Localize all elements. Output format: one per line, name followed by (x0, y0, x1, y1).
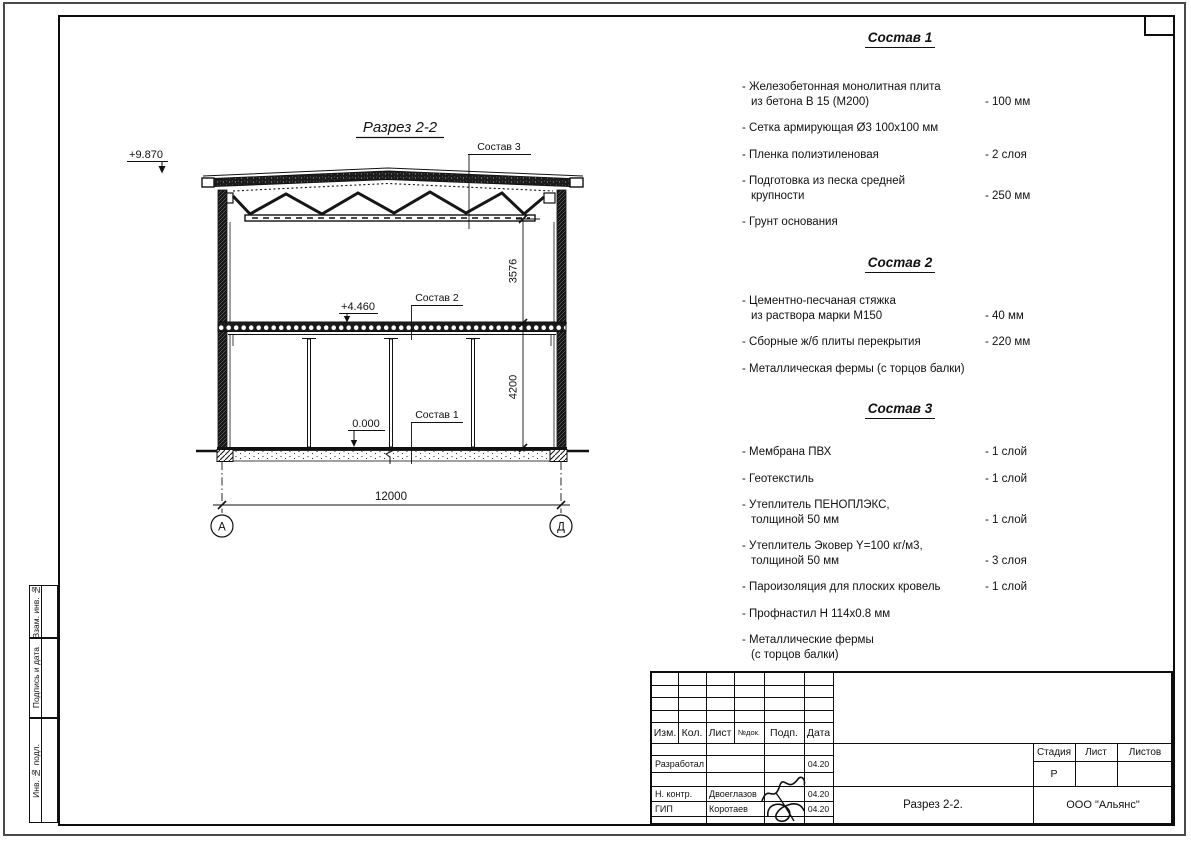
tb-date-gip: 04.20 (807, 803, 830, 814)
spec-title-1-text: Состав 1 (865, 30, 935, 48)
spec-item-line1: - Подготовка из песка средней (742, 175, 906, 187)
ground-floor (196, 447, 589, 464)
spec-item (742, 335, 1058, 350)
tb-date-razrabotal: 04.20 (807, 758, 830, 769)
tb-date-nkontr: 04.20 (807, 788, 830, 799)
spec-item (742, 539, 1058, 568)
spec-item-line1: - Геотекстиль (742, 472, 814, 485)
spec-section-sostav-2 (742, 255, 1058, 388)
spec-item-line1: - Металлические фермы (742, 634, 874, 646)
spec-item-line1: - Грунт основания (742, 216, 838, 228)
tb-doc-name: Разрез 2-2. (903, 798, 963, 811)
spec-title-3 (742, 401, 1058, 419)
spec-item (742, 174, 1058, 203)
tb-sheets-header: Листов (1128, 746, 1162, 758)
dimension-truss-text: 3576 (507, 258, 520, 284)
section-drawing (100, 100, 648, 565)
dimension-span (211, 462, 572, 537)
roof-structure (202, 168, 583, 191)
tb-company: ООО "Альянс" (1066, 798, 1140, 811)
spec-item-line1: - Пленка полиэтиленовая (742, 148, 879, 161)
axis-left-text: А (218, 521, 226, 534)
spec-title-2 (742, 255, 1058, 273)
tb-header-list: Лист (708, 726, 732, 739)
spec-item-line1: - Сетка армирующая Ø3 100x100 мм (742, 122, 939, 134)
spec-item (742, 472, 1058, 487)
spec-item (742, 607, 1058, 622)
spec-item-value: - 250 мм (985, 189, 1031, 202)
spec-item-line2: (с торцов балки) (751, 648, 839, 661)
spec-item-line1: - Мембрана ПВХ (742, 446, 832, 458)
dimension-floor-text: 4200 (507, 374, 520, 400)
spec-item-line1: - Пароизоляция для плоских кровель (742, 581, 941, 593)
side-box-label-col (30, 586, 42, 637)
spec-item-value: - 1 слой (985, 581, 1028, 593)
spec-item-value: - 1 слой (985, 513, 1028, 526)
spec-item-value: - 1 слой (985, 446, 1028, 458)
elevation-mark-roof (127, 149, 168, 174)
top-right-reference-box (1144, 15, 1175, 36)
spec-item-line1: - Железобетонная монолитная плита (742, 81, 941, 93)
elevation-roof-text: +9.870 (129, 149, 163, 161)
side-label-vzam-inv: Взам. инв. № (30, 584, 41, 639)
spec-item-line2: из бетона В 15 (М200) (751, 95, 870, 108)
side-box-podpis-data (29, 638, 58, 718)
spec-item (742, 215, 1058, 230)
tb-role-gip: ГИП (655, 803, 673, 814)
spec-item-value: - 2 слоя (985, 148, 1027, 161)
footing-right (550, 450, 567, 462)
spec-item-line1: - Металлическая фермы (с торцов балки) (742, 362, 965, 375)
spec-item-value: - 3 слоя (985, 554, 1027, 567)
spec-section-sostav-3 (742, 401, 1058, 674)
spec-item (742, 580, 1058, 595)
interior-columns (302, 339, 480, 448)
tb-stage-header: Стадия (1036, 746, 1072, 758)
spec-item-line2: крупности (751, 189, 805, 202)
spec-item-line1: - Утеплитель Эковер Y=100 кг/м3, (742, 540, 923, 552)
tb-role-nkontr: Н. контр. (655, 788, 693, 799)
spec-item-value: - 1 слой (985, 472, 1028, 485)
spec-item-line1: - Сборные ж/б плиты перекрытия (742, 336, 921, 348)
spec-title-1 (742, 30, 1058, 48)
spec-item (742, 80, 1058, 109)
spec-item-line1: - Цементно-песчаная стяжка (742, 295, 896, 307)
spec-item-line2: толщиной 50 мм (751, 513, 840, 526)
side-label-podpis-data: Подпись и дата (30, 647, 41, 709)
elevation-mark-zero (348, 418, 385, 447)
spec-item (742, 362, 1058, 377)
side-box-label-col (30, 719, 42, 822)
truss-diagonals (233, 192, 544, 214)
tb-header-podp: Подп. (770, 726, 798, 739)
spec-item-value: - 40 мм (985, 309, 1024, 322)
side-box-inv-podl (29, 718, 58, 823)
tb-name-gip: Коротаев (709, 803, 748, 814)
leader-sostav-2-text: Состав 2 (415, 292, 459, 304)
spec-title-3-text: Состав 3 (865, 401, 935, 419)
tb-header-izm: Изм. (653, 726, 677, 739)
roof-truss (222, 192, 555, 221)
side-box-label-col (30, 639, 42, 717)
spec-item-line1: - Утеплитель ПЕНОПЛЭКС, (742, 499, 890, 511)
tb-sheet-header: Лист (1085, 746, 1107, 758)
axis-right-text: Д (557, 521, 565, 534)
elevation-floor2-text: +4.460 (341, 301, 375, 313)
roof-end-cap-right (570, 178, 583, 187)
tb-stage-value: Р (1050, 767, 1058, 780)
leader-sostav-2 (411, 292, 463, 340)
signature-scribble (758, 771, 810, 825)
roof-end-cap-left (202, 178, 214, 187)
tb-header-data: Дата (806, 726, 831, 739)
spec-item-value: - 220 мм (985, 336, 1031, 348)
tb-header-ndok: №док. (738, 728, 760, 737)
spec-item (742, 498, 1058, 527)
profiled-sheet-line (233, 184, 553, 192)
tb-name-nkontr: Двоеглазов (709, 788, 757, 799)
elevation-mark-floor2 (339, 301, 378, 323)
section-title-text: Разрез 2-2 (362, 119, 438, 136)
spec-item-line2: из раствора марки М150 (751, 309, 883, 322)
spec-section-sostav-1 (742, 30, 1058, 242)
footing-left (217, 450, 233, 462)
side-box-vzam-inv (29, 585, 58, 638)
leader-sostav-3-text: Состав 3 (477, 141, 521, 153)
tb-role-razrabotal: Разработал (655, 758, 704, 769)
elevation-zero-text: 0.000 (352, 418, 380, 430)
tb-header-kol: Кол. (681, 726, 703, 739)
side-label-inv-podl: Инв. № подл. (30, 743, 41, 798)
spec-item (742, 148, 1058, 163)
spec-item-line2: толщиной 50 мм (751, 554, 840, 567)
spec-title-2-text: Состав 2 (865, 255, 935, 273)
spec-item (742, 121, 1058, 136)
spec-item (742, 633, 1058, 662)
spec-item-value: - 100 мм (985, 95, 1031, 108)
title-block (650, 671, 1173, 825)
spec-item-line1: - Профнастил Н 114x0.8 мм (742, 607, 891, 620)
spec-item (742, 445, 1058, 460)
leader-sostav-1-text: Состав 1 (415, 409, 459, 421)
section-title (356, 119, 444, 138)
dimension-span-text: 12000 (375, 491, 407, 503)
spec-item (742, 294, 1058, 323)
truss-bearing-right (544, 193, 555, 203)
